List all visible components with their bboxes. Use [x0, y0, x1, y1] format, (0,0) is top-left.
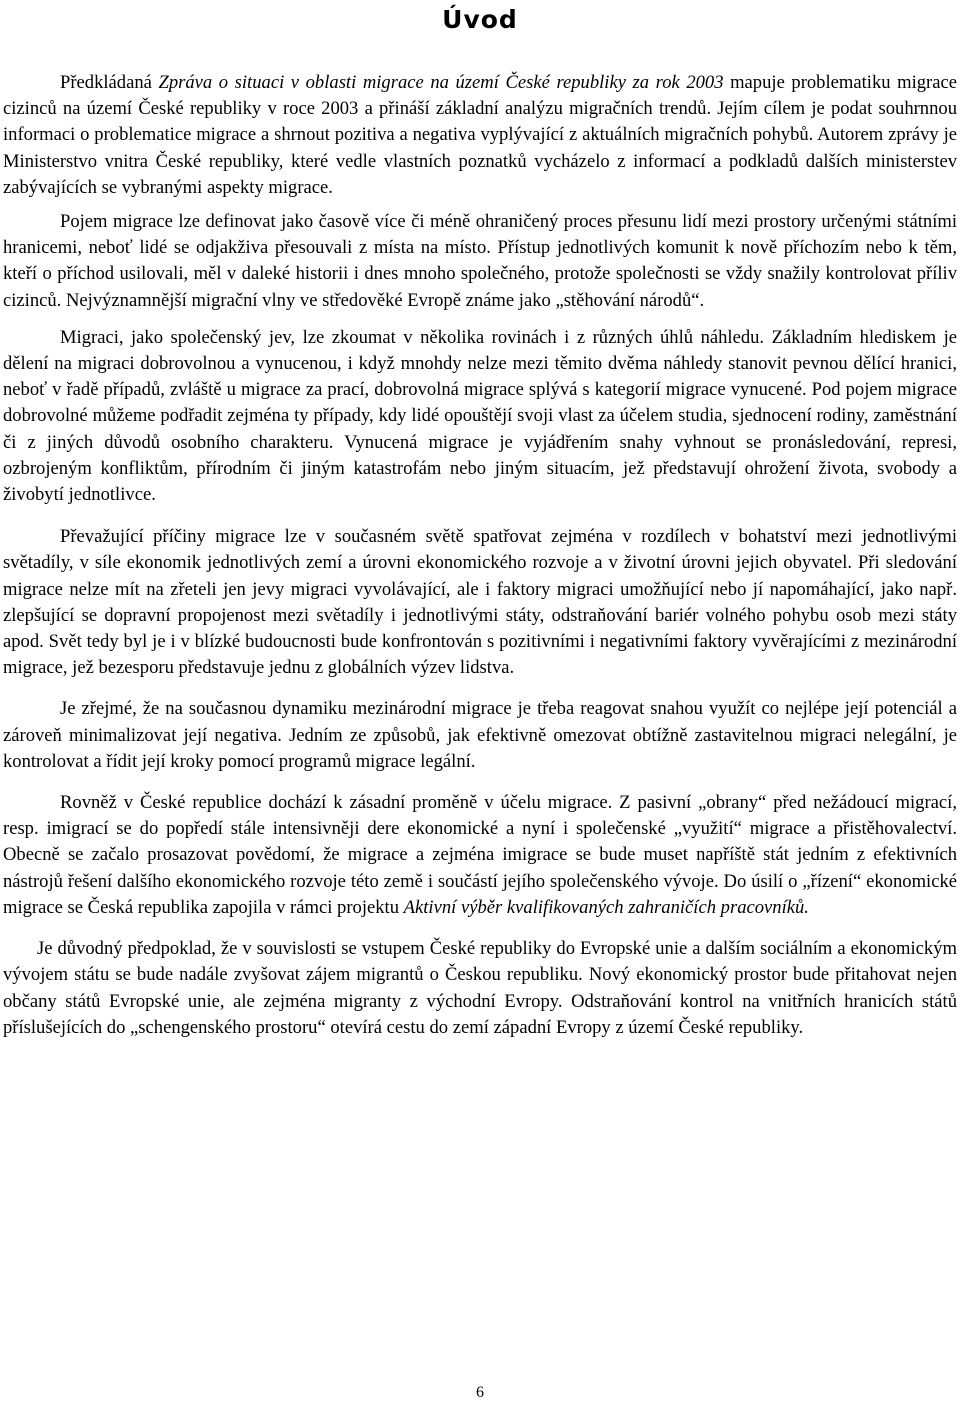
paragraph-3-text: Migraci, jako společenský jev, lze zkoumat v několika rovinách i z různých úhlů náhledu. Základním hlediskem je dělení na migraci dobrovolnou a vynucenou, i když mnohdy nelze mezi těmito dvěma náhledy stanovit pevnou dělící hranici, neboť v řadě případů, zvláště u migrace za prací, dobrovolná migrace splývá s kategorií migrace vynucené. Pod pojem migrace dobrovolné můžeme podřadit zejména ty případy, kdy lidé opouštějí svoji vlast za účelem studia, sjednocení rodiny, zaměstnání či z jiných důvodů osobního charakteru. Vynucená migrace je vyjádřením snahy vyhnout se pronásledování, represi, ozbrojeným konfliktům, přírodním či jiným katastrofám nebo jiným situacím, jež představují ohrožení života, svobody a živobytí jednotlivce.: [3, 326, 957, 506]
project-name-italic: Aktivní výběr kvalifikovaných zahraničích pracovníků.: [403, 896, 809, 918]
paragraph-1-text-cont: mapuje problematiku migrace cizinců na území České republiky v roce 2003 a přináší základní analýzu migračních trendů. Jejím cílem je podat souhrnnou informaci o problematice migrace a shrnout pozitiva a negativa vyplývající z aktuálních migračních pohybů. Autorem zprávy je Ministerstvo vnitra České republiky, které vedle vlastních poznatků vycházelo z informací a podkladů dalších ministerstev zabývajících se vybranými aspekty migrace.: [3, 72, 957, 198]
paragraph-5-text: Je zřejmé, že na současnou dynamiku mezinárodní migrace je třeba reagovat snahou využít co nejlépe její potenciál a zároveň minimalizovat její negativa. Jedním ze způsobů, jak efektivně omezovat obtížně zastavitelnou migraci nelegální, je kontrolovat a řídit její kroky pomocí programů migrace legální.: [3, 698, 957, 772]
paragraph-6-text: Rovněž v České republice dochází k zásadní proměně v účelu migrace. Z pasivní „obrany“ před nežádoucí migrací, resp. imigrací se do popředí stále intensivněji dere ekonomické a nyní i společenské „využití“ migrace a přistěhovalectví. Obecně se začalo prosazovat povědomí, že migrace a zejména imigrace se bude muset napříště stát jedním z efektivních nástrojů řešení dalšího ekonomického rozvoje této země i součástí jejího společenského vývoje. Do úsilí o „řízení“ ekonomické migrace se Česká republika zapojila v rámci projektu: [3, 792, 957, 918]
report-title-italic: Zpráva o situaci v oblasti migrace na území České republiky za rok 2003: [158, 72, 724, 93]
paragraph-1: [3, 70, 957, 201]
paragraph-5: [3, 696, 957, 775]
page-title: Úvod: [442, 5, 518, 34]
paragraph-4-text: Převažující příčiny migrace lze v současném světě spatřovat zejména v rozdílech v bohatství mezi jednotlivými světadíly, v síle ekonomik jednotlivých zemí a úrovni ekonomického rozvoje a v životní úrovni jejich obyvatel. Při sledování migrace nelze mít na zřeteli jen jevy migraci vyvolávající, ale i faktory migraci umožňující nebo jí napomáhající, jako např. zlepšující se dopravní propojenost mezi světadíly i jednotlivými státy, odstraňování bariér volného pohybu osob mezi státy apod. Svět tedy byl je i v blízké budoucnosti bude konfrontován s pozitivními i negativními faktory vyvěrajícími z mezinárodní migrace, jež bezesporu představuje jednu z globálních výzev lidstva.: [3, 526, 957, 679]
paragraph-2-text: Pojem migrace lze definovat jako časově více či méně ohraničený proces přesunu lidí mezi prostory určenými státními hranicemi, neboť lidé se odjakživa přesouvali z místa na místo. Přístup jednotlivých komunit k nově příchozím nebo k těm, kteří o příchod usilovali, měl v daleké historii i dnes mnoho společného, protože společnosti se vždy snažily kontrolovat příliv cizinců. Nejvýznamnější migrační vlny ve středověké Evropě známe jako „stěhování národů“.: [3, 211, 957, 311]
paragraph-4: [3, 524, 957, 681]
paragraph-7: [3, 936, 957, 1041]
paragraph-2: [3, 209, 957, 314]
paragraph-3: [3, 325, 957, 508]
paragraph-6: [3, 790, 957, 921]
page-number: 6: [476, 1384, 484, 1401]
paragraph-7-text: Je důvodný předpoklad, že v souvislosti se vstupem České republiky do Evropské unie a dalším sociálním a ekonomickým vývojem státu se bude nadále zvyšovat zájem migrantů o Českou republiku. Nový ekonomický prostor bude přitahovat nejen občany států Evropské unie, ale zejména migranty z východní Evropy. Odstraňování kontrol na vnitřních hranicích států příslušejících do „schengenského prostoru“ otevírá cestu do zemí západní Evropy z území České republiky.: [3, 938, 957, 1038]
paragraph-1-text: Předkládaná: [60, 72, 159, 93]
